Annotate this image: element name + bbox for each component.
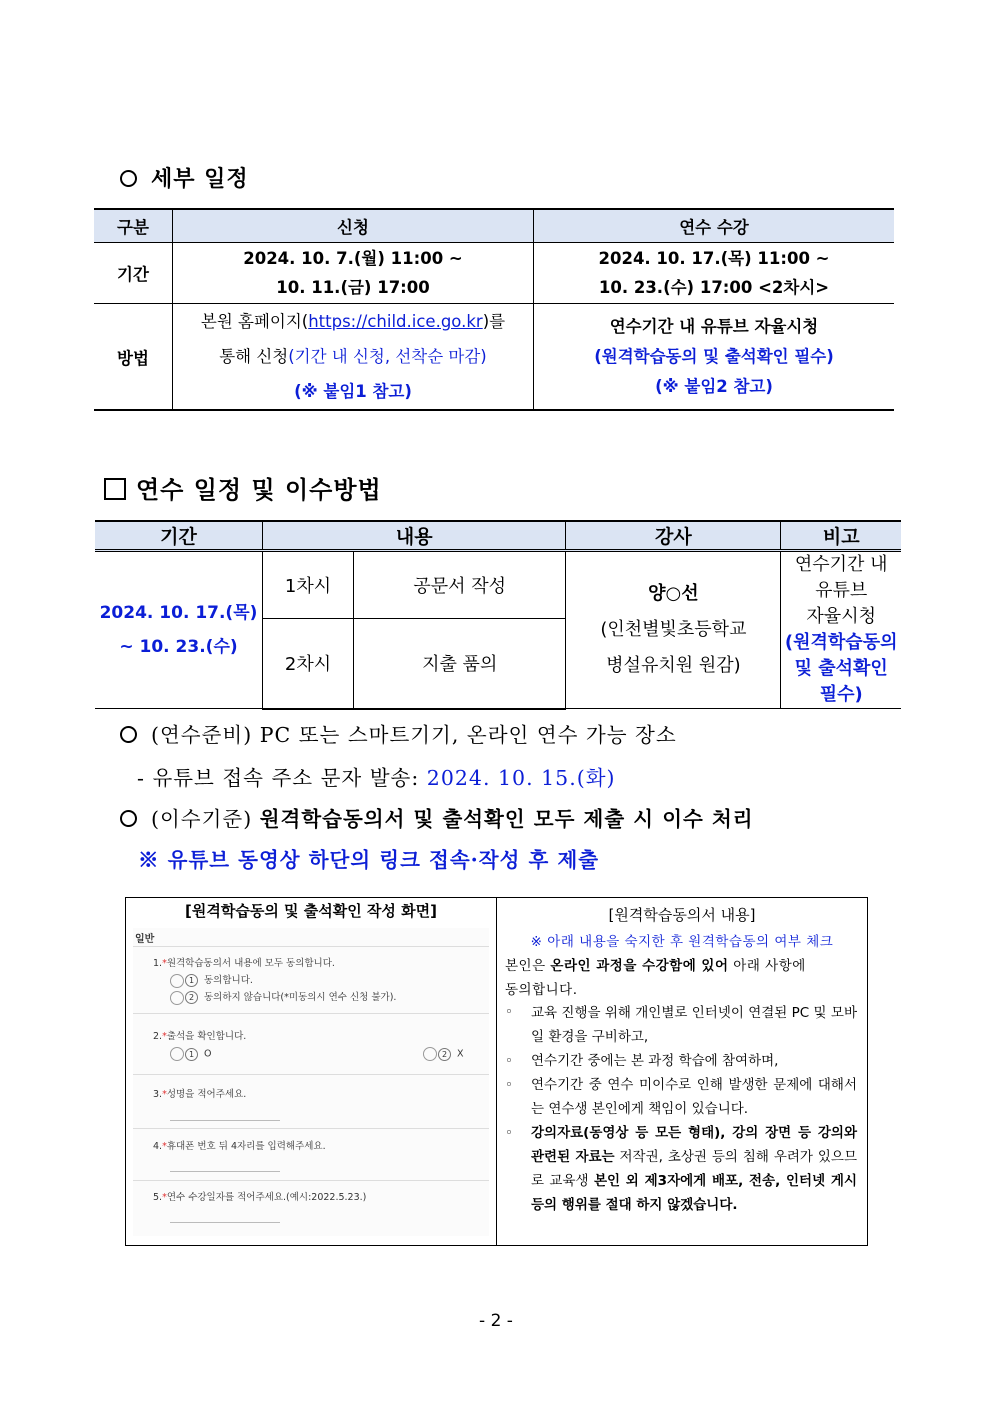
instructor-org2: 병설유치원 원감): [606, 655, 741, 676]
divider: [133, 1128, 489, 1129]
period-cell: [95, 551, 263, 709]
text: 본인 외 제3자에게 배포, 전송, 인터넷 게시 등의 행위를 절대 하지 않겠습니다.: [531, 1173, 857, 1213]
text: 강의자료(동영상 등 모든 형태), 강의 장면 등 강의와 관련된 자료는: [531, 1125, 857, 1165]
header-apply: 신청: [173, 209, 534, 243]
bullet-icon: ◦: [505, 1004, 513, 1020]
radio-icon[interactable]: [170, 1047, 184, 1061]
text: 아래 사항에: [728, 958, 806, 974]
q1-option-disagree[interactable]: 2 동의하지 않습니다(*미동의시 연수 신청 불가).: [170, 989, 396, 1005]
text: 동의합니다.: [204, 975, 253, 986]
text: 원격학습동의서 내용에 모두 동의합니다.: [166, 958, 335, 969]
section-heading-completion: [104, 470, 382, 505]
training-table: [95, 520, 901, 710]
apply-method-line2: [173, 339, 533, 374]
circle-bullet-icon: [120, 726, 137, 743]
form-question-4: 4.*휴대폰 번호 뒤 4자리를 입력해주세요.: [153, 1141, 326, 1152]
schedule-table: [94, 208, 894, 411]
course-method-line3: (※ 붙임2 참고): [655, 376, 773, 396]
text: 연수 수강일자를 적어주세요.(예시:2022.5.23.): [166, 1192, 367, 1203]
text: 동의합니다.: [505, 982, 578, 998]
divider: [133, 1074, 489, 1075]
form-question-1: 1.*원격학습동의서 내용에 모두 동의합니다.: [153, 958, 335, 969]
text: )를: [482, 312, 506, 331]
consent-item-3: 연수기간 중 연수 미이수로 인해 발생한 문제에 대해서는 연수생 본인에게 책임이 있습니다.: [531, 1077, 857, 1117]
text: 출석을 확인합니다.: [166, 1031, 247, 1042]
bullet-icon: ◦: [505, 1077, 513, 1093]
row-label-period: 기간: [94, 243, 173, 304]
text: 2024. 10. 15.(화): [426, 766, 616, 790]
form-question-2: 2.*출석을 확인합니다.: [153, 1031, 247, 1042]
header-category: 구분: [94, 209, 173, 243]
course-method-line2: (원격학습동의 및 출석확인 필수): [594, 346, 834, 366]
session-topic: 지출 품의: [354, 618, 566, 708]
text: 동의하지 않습니다(*미동의시 연수 신청 불가).: [204, 992, 397, 1003]
form-screenshot: [133, 928, 489, 1236]
bullet-icon: ◦: [505, 1125, 513, 1141]
text: 원격학습동의서 및 출석확인 모두 제출 시 이수 처리: [259, 807, 754, 831]
instructor-cell: [566, 551, 781, 709]
radio-icon[interactable]: [170, 991, 184, 1005]
header-content: 내용: [263, 521, 566, 551]
note-line: 연수기간 내: [794, 554, 888, 575]
text: 온라인 과정을 수강함에 있어: [550, 958, 729, 974]
section-heading-schedule: [120, 162, 249, 193]
name-input[interactable]: [170, 1120, 280, 1121]
text: 휴대폰 번호 뒤 4자리를 입력해주세요.: [166, 1141, 326, 1152]
circle-bullet-icon: [120, 810, 137, 827]
note-line: (원격학습동의: [784, 632, 898, 653]
note-line: 및 출석확인: [794, 658, 888, 679]
bullet-icon: ◦: [505, 1053, 513, 1069]
consent-item-4: [531, 1121, 857, 1217]
apply-period-line2: 10. 11.(금) 17:00: [276, 278, 430, 297]
note-line: 자율시청: [806, 606, 876, 627]
phone-input[interactable]: [170, 1171, 280, 1172]
period-line2: ~ 10. 23.(수): [119, 637, 238, 657]
header-note: 비고: [781, 521, 901, 551]
text: O: [204, 1048, 212, 1060]
apply-period-line1: 2024. 10. 7.(월) 11:00 ~: [243, 249, 463, 268]
section-title: 연수 일정 및 이수방법: [136, 476, 382, 504]
consent-box: [125, 897, 868, 1246]
criteria-paragraph: [120, 802, 754, 832]
sms-paragraph: [137, 761, 616, 791]
apply-period-cell: [173, 243, 534, 304]
session-topic: 공문서 작성: [354, 551, 566, 619]
consent-item-1: 교육 진행을 위해 개인별로 인터넷이 연결된 PC 및 모바일 환경을 구비하고,: [531, 1005, 857, 1045]
consent-caption: [원격학습동의서 내용]: [608, 906, 756, 924]
text: X: [457, 1048, 464, 1060]
course-period-cell: [534, 243, 895, 304]
form-section-label: 일반: [135, 934, 155, 945]
text: (기간 내 신청, 선착순 마감): [288, 347, 487, 366]
consent-content-panel: [497, 898, 867, 1245]
apply-method-line1: [173, 304, 533, 339]
text: 성명을 적어주세요.: [166, 1089, 247, 1100]
divider: [133, 1180, 489, 1181]
text: - 유튜브 접속 주소 문자 발송:: [137, 766, 420, 790]
submit-note: ※ 유튜브 동영상 하단의 링크 접속·작성 후 제출: [138, 848, 600, 872]
consent-notice: ※ 아래 내용을 숙지한 후 원격학습동의 여부 체크: [530, 934, 834, 950]
text: 본인은: [505, 958, 551, 974]
form-caption: [원격학습동의 및 출석확인 작성 화면]: [185, 902, 437, 920]
text: (이수기준): [151, 807, 253, 831]
q2-option-x[interactable]: 2 X: [423, 1047, 464, 1061]
form-question-5: 5.*연수 수강일자를 적어주세요.(예시:2022.5.23.): [153, 1192, 367, 1203]
header-course: 연수 수강: [534, 209, 895, 243]
session-num: 2차시: [263, 618, 354, 708]
note-line: 유튜브: [815, 580, 868, 601]
instructor-name: 양○선: [648, 583, 699, 604]
prep-paragraph: [120, 718, 677, 748]
divider: [133, 1013, 489, 1014]
homepage-link[interactable]: https://child.ice.go.kr: [308, 312, 483, 331]
q1-option-agree[interactable]: 1 동의합니다.: [170, 972, 253, 988]
course-method-cell: [534, 304, 895, 411]
page-number: - 2 -: [479, 1311, 513, 1331]
text: 본원 홈페이지(: [200, 312, 309, 331]
instructor-org1: (인천별빛초등학교: [600, 619, 747, 640]
row-label-method: 방법: [94, 304, 173, 411]
period-line1: 2024. 10. 17.(목): [99, 603, 258, 623]
divider: [133, 946, 489, 947]
apply-method-line3: (※ 붙임1 참고): [294, 382, 412, 401]
course-period-line2: 10. 23.(수) 17:00 <2차시>: [598, 278, 830, 297]
course-method-line1: 연수기간 내 유튜브 자율시청: [609, 316, 819, 336]
consent-item-2: 연수기간 중에는 본 과정 학습에 참여하며,: [531, 1053, 779, 1069]
apply-method-cell: [173, 304, 534, 411]
q2-option-o[interactable]: 1 O: [170, 1047, 211, 1061]
square-bullet-icon: [104, 478, 126, 500]
section-title: 세부 일정: [151, 167, 249, 192]
form-question-3: 3.*성명을 적어주세요.: [153, 1089, 247, 1100]
course-period-line1: 2024. 10. 17.(목) 11:00 ~: [598, 249, 830, 268]
radio-icon[interactable]: [423, 1047, 437, 1061]
header-period: 기간: [95, 521, 263, 551]
text: 저작권, 초상권 등의 침해 우려가 있으므로 교육생: [531, 1149, 857, 1189]
session-num: 1차시: [263, 551, 354, 619]
consent-intro: [505, 954, 859, 1002]
circle-bullet-icon: [120, 170, 137, 187]
text: (연수준비) PC 또는 스마트기기, 온라인 연수 가능 장소: [151, 723, 677, 747]
header-instructor: 강사: [566, 521, 781, 551]
note-line: 필수): [819, 684, 863, 705]
date-input[interactable]: [170, 1222, 280, 1223]
form-preview-panel: [126, 898, 497, 1245]
note-cell: [781, 551, 901, 709]
text: 통해 신청: [219, 347, 289, 366]
radio-icon[interactable]: [170, 974, 184, 988]
